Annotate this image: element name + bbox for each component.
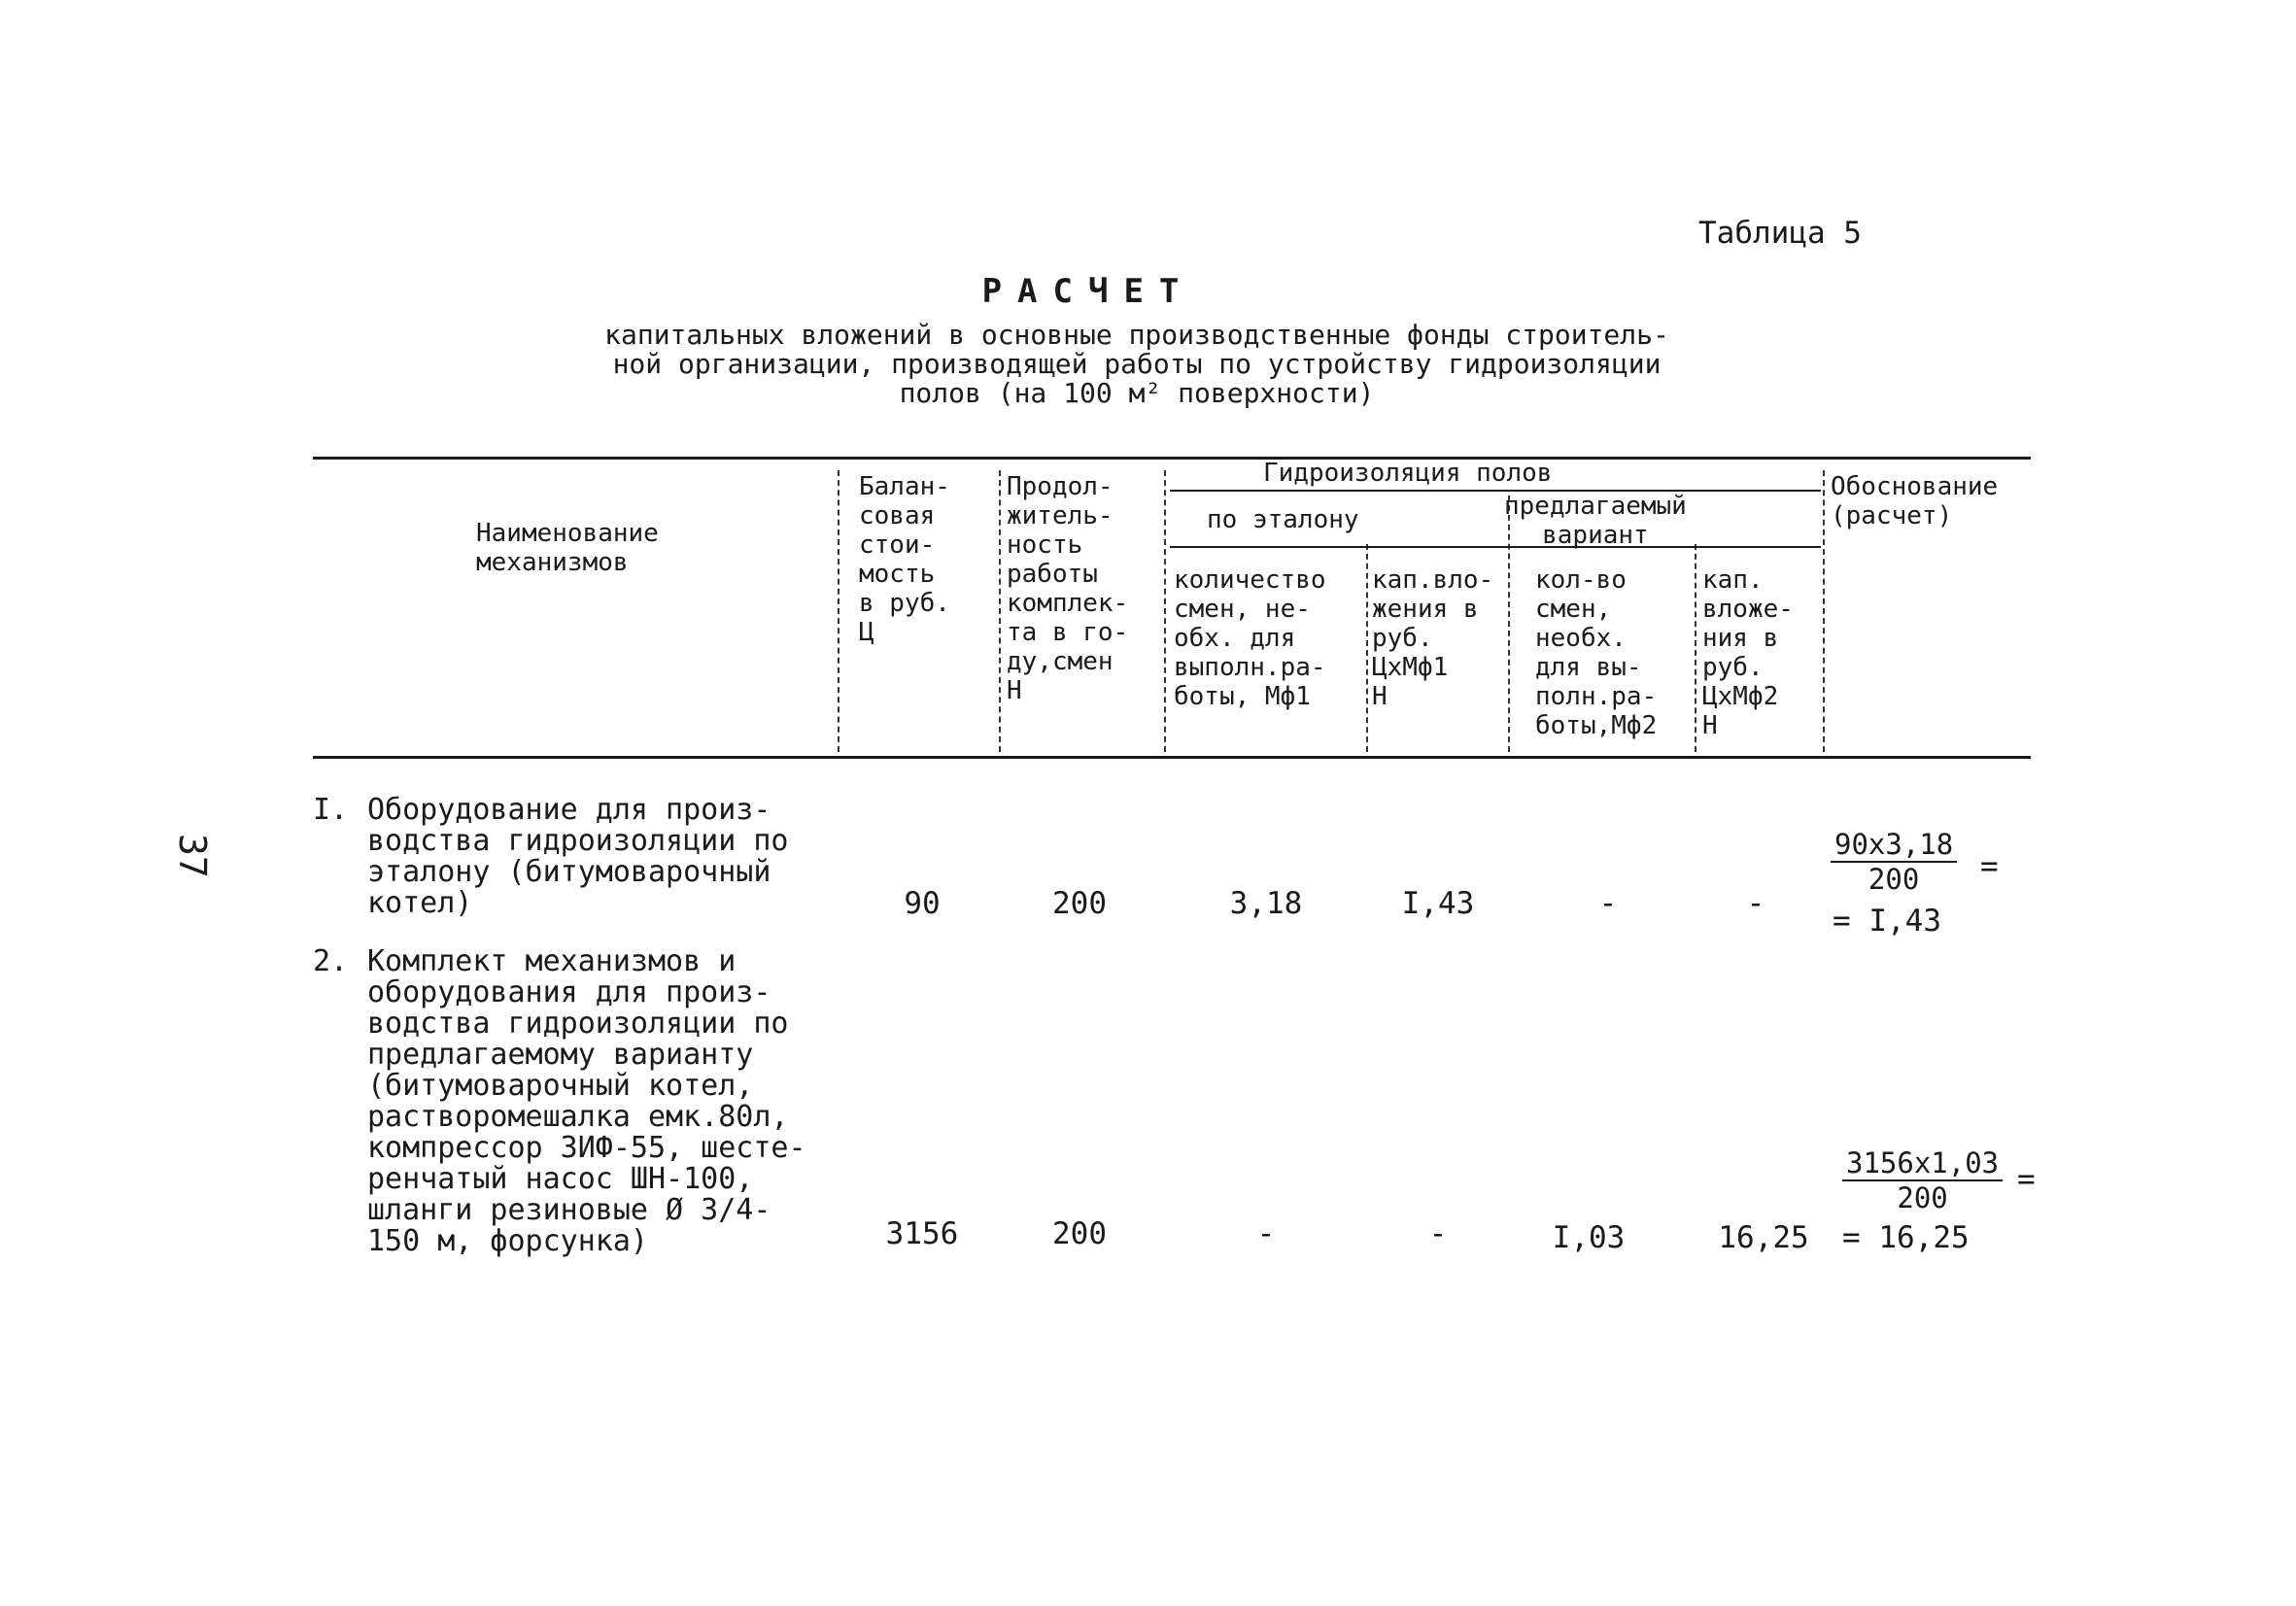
table-header-bottom-rule (313, 756, 2031, 759)
row-1-etalon-cap: I,43 (1401, 886, 1475, 921)
row-1-basis-fraction (1831, 828, 1957, 896)
row-1-basis-equals: = (1980, 849, 1999, 884)
row-2-etalon-cap: - (1428, 1216, 1448, 1251)
row-2-number: 2. (313, 944, 349, 978)
row-2-duration: 200 (1052, 1216, 1107, 1251)
header-name: Наименование механизмов (476, 519, 659, 577)
row-2-etalon-qty: - (1256, 1216, 1276, 1251)
row-1-proposed-cap: - (1746, 886, 1765, 921)
row-2-basis-equals: = (2017, 1162, 2036, 1197)
row-1-proposed-qty: - (1598, 886, 1618, 921)
subgroup-header-rule (1170, 546, 1821, 548)
column-divider (1164, 470, 1166, 752)
column-divider (1695, 544, 1696, 752)
page-number: 37 (171, 834, 214, 878)
column-divider (1823, 470, 1825, 752)
row-2-balance: 3156 (885, 1216, 959, 1251)
row-2-basis-denominator: 200 (1897, 1181, 1948, 1214)
header-proposed: предлагаемый вариант (1504, 492, 1687, 550)
document-title: РАСЧЕТ (981, 272, 1195, 311)
row-1-basis-numerator: 90х3,18 (1831, 828, 1957, 863)
row-1-duration: 200 (1052, 886, 1107, 921)
row-1-number: I. (313, 793, 349, 827)
group-header-rule (1170, 490, 1821, 492)
row-1-basis-result: = I,43 (1833, 904, 1941, 939)
header-duration: Продол- житель- ность работы комплек- та в го- ду,смен Н (1007, 472, 1129, 705)
table-top-rule (313, 457, 2031, 460)
row-2-basis-result: = 16,25 (1842, 1220, 1970, 1255)
row-2-basis-fraction (1842, 1146, 2003, 1214)
document-subtitle: капитальных вложений в основные производственные фонды строитель- ной организации, производящей работы по устройству гидроизоляции полов (на 100 м² поверхности) (604, 319, 1669, 409)
row-1-basis-denominator: 200 (1868, 863, 1920, 896)
header-etalon-cap: кап.вло- жения в руб. ЦхМф1 Н (1372, 565, 1494, 711)
row-2-name: Комплект механизмов и оборудования для произ- водства гидроизоляции по предлагаемому варианту (битумоварочный котел, растворомешалка емк.80л, компрессор ЗИФ-55, шесте- ренчатый насос ШН-100, шланги резиновые Ø 3/4- 150 м, форсунка) (367, 944, 806, 1258)
header-basis: Обоснование (расчет) (1831, 472, 1999, 530)
row-2-basis-numerator: 3156х1,03 (1842, 1146, 2003, 1181)
header-proposed-qty: кол-во смен, необх. для вы- полн.ра- боты,Мф2 (1535, 565, 1658, 740)
column-divider (999, 470, 1001, 752)
row-1-etalon-qty: 3,18 (1229, 886, 1303, 921)
header-group: Гидроизоляция полов (1263, 459, 1553, 488)
header-proposed-cap: кап. вложе- ния в руб. ЦхМф2 Н (1702, 565, 1794, 740)
row-2-proposed-cap: 16,25 (1718, 1220, 1809, 1255)
column-divider (838, 470, 840, 752)
header-etalon: по эталону (1207, 505, 1359, 534)
row-2-proposed-qty: I,03 (1552, 1220, 1626, 1255)
row-1-balance: 90 (904, 886, 941, 921)
table-label: Таблица 5 (1698, 216, 1862, 251)
row-1-name: Оборудование для произ- водства гидроизоляции по эталону (битумоварочный котел) (367, 793, 789, 920)
header-balance: Балан- совая стои- мость в руб. Ц (859, 472, 950, 647)
column-divider (1366, 544, 1368, 752)
header-etalon-qty: количество смен, не- обх. для выполн.ра- боты, Мф1 (1174, 565, 1326, 711)
